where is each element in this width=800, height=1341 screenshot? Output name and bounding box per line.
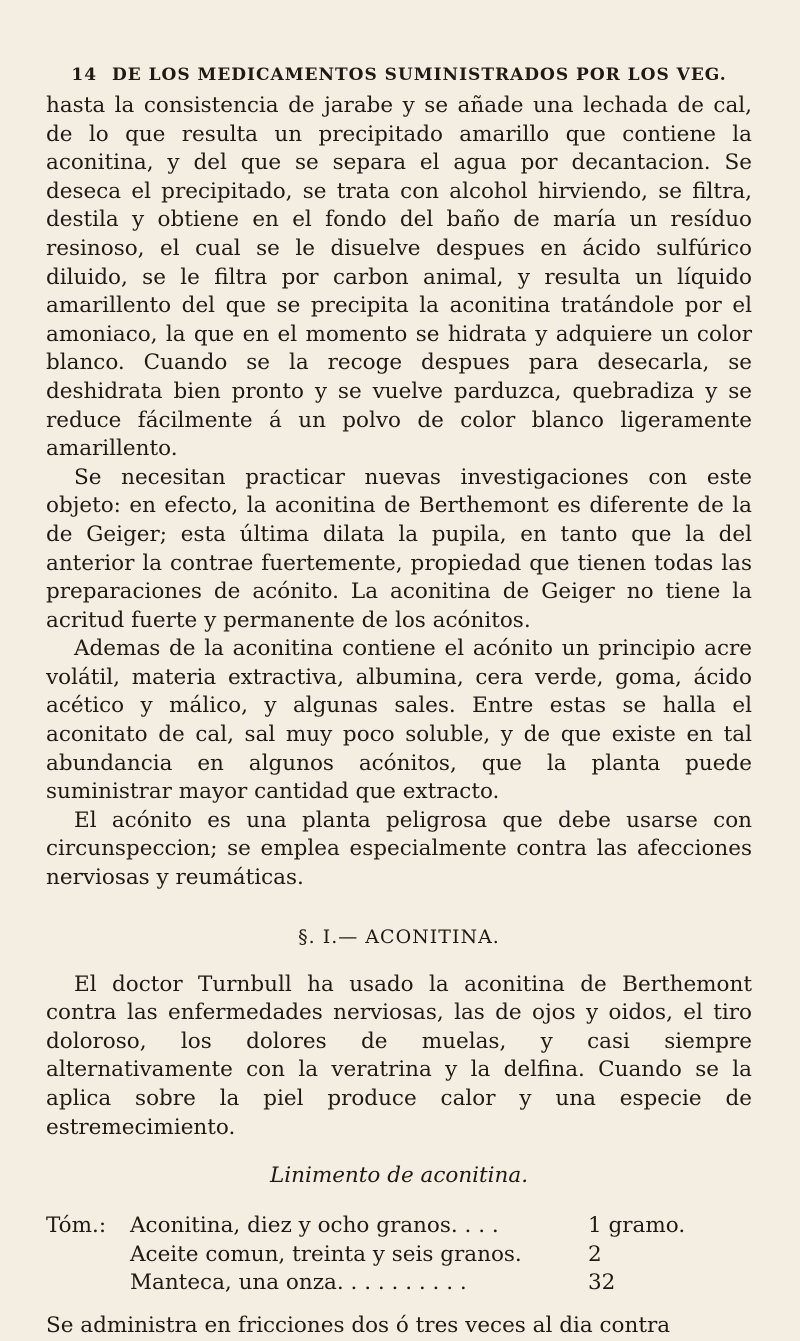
recipe-row — [46, 1241, 752, 1270]
page-number: 14 — [71, 65, 98, 85]
paragraph-continuation: hasta la consistencia de jarabe y se añade una lechada de cal, de lo que resulta un precipitado amarillo que contiene la aconitina, y del que se separa el agua por decantacion. Se deseca el precipitado, se trata con alcohol hirviendo, se filtra, destila y obtiene en el fondo del baño de maría un resíduo resinoso, el cual se le disuelve despues en ácido sulfúrico diluido, se le filtra por carbon animal, y resulta un líquido amarillento del que se precipita la aconitina tratándole por el amoniaco, la que en el momento se hidrata y adquiere un color blanco. Cuando se la recoge despues para desecarla, se deshidrata bien pronto y se vuelve parduzca, quebradiza y se reduce fácilmente á un polvo de color blanco ligeramente amarillento. — [46, 93, 752, 462]
recipe-item: Manteca, una onza. . . . . . . . . . — [130, 1270, 467, 1296]
running-title: DE LOS MEDICAMENTOS SUMINISTRADOS POR LOS VEG. — [111, 65, 727, 85]
formula-title: Linimento de aconitina. — [269, 1163, 529, 1189]
recipe-lead: Tóm.: — [46, 1213, 107, 1239]
paragraph-investigaciones: Se necesitan practicar nuevas investigaciones con este objeto: en efecto, la aconitina de Berthemont es diferente de la de Geiger; esta última dilata la pupila, en tanto que la del anterior la contrae fuertemente, propiedad que tienen todas las preparaciones de acónito. La aconitina de Geiger no tiene la acritud fuerte y permanente de los acónitos. — [46, 464, 752, 633]
recipe-row — [46, 1212, 752, 1241]
paragraph-composicion: Ademas de la aconitina contiene el acónito un principio acre volátil, materia extractiva, albumina, cera verde, goma, ácido acético y málico, y algunas sales. Entre estas se halla el aconitato de cal, sal muy poco soluble, y de que existe en tal abundancia en algunos acónitos, que la planta puede suministrar mayor cantidad que extracto. — [46, 636, 752, 805]
recipe-item: Aceite comun, treinta y seis granos. — [130, 1241, 522, 1267]
paragraph-uso: El acónito es una planta peligrosa que debe usarse con circunspeccion; se emplea especialmente contra las afecciones nerviosas y reumáticas. — [46, 807, 752, 891]
section-heading: §. I.— ACONITINA. — [298, 925, 500, 948]
recipe-table — [46, 1212, 752, 1298]
closing-line: Se administra en fricciones dos ó tres veces al dia contra — [46, 1312, 671, 1338]
recipe-row — [46, 1269, 752, 1298]
recipe-item: Aconitina, diez y ocho granos. . . . — [130, 1213, 499, 1239]
running-header — [46, 62, 752, 88]
paragraph-section: El doctor Turnbull ha usado la aconitina de Berthemont contra las enfermedades nerviosas, las de ojos y oidos, el tiro doloroso, los dolores de muelas, y casi siempre alternativamente con la veratrina y la delfina. Cuando se la aplica sobre la piel produce calor y una especie de estremecimiento. — [46, 971, 752, 1140]
recipe-qty: 32 — [588, 1270, 616, 1296]
recipe-qty: 1 gramo. — [588, 1213, 686, 1239]
recipe-qty: 2 — [588, 1241, 602, 1267]
